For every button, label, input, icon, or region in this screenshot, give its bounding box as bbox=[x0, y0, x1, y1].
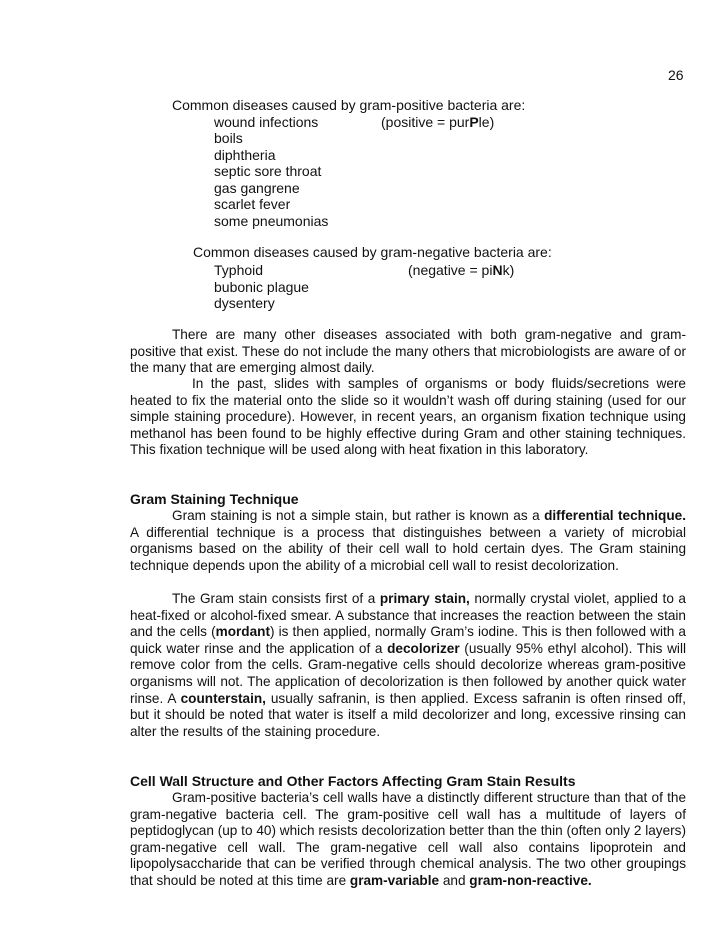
paragraph-differential: Gram staining is not a simple stain, but rather is known as a differential technique. A differential technique is a process that distinguishes between a variety of microbial organisms based on the ability of their cell wall to hold certain dyes. The Gram staining technique depends upon the ability of a microbial cell wall to resist decolorization. bbox=[130, 508, 687, 573]
gram-negative-intro: Common diseases caused by gram-negative bacteria are: bbox=[193, 244, 552, 260]
list-item: Typhoid bbox=[214, 262, 264, 278]
list-item: scarlet fever bbox=[214, 196, 291, 212]
list-item: boils bbox=[214, 130, 243, 146]
section-heading-cell-wall: Cell Wall Structure and Other Factors Affecting Gram Stain Results bbox=[130, 773, 576, 789]
paragraph-procedure: The Gram stain consists first of a primary stain, normally crystal violet, applied to a heat-fixed or alcohol-fixed smear. A substance that increases the reaction between the stain and the cells (mordant) is then applied, normally Gram’s iodine. This is then followed with a quick water rinse and the application of a decolorizer (usually 95% ethyl alcohol). This will remove color from the cells. Gram-negative cells should decolorize whereas gram-positive organisms will not. The application of decolorization is then followed by another quick water rinse. A counterstain, usually safranin, is then applied. Excess safranin is often rinsed off, but it should be noted that water is itself a mild decolorizer and long, excessive rinsing can alter the results of the staining procedure. bbox=[130, 591, 686, 739]
positive-mnemonic: (positive = purPle) bbox=[381, 114, 495, 130]
gram-positive-intro: Common diseases caused by gram-positive bacteria are: bbox=[172, 97, 526, 113]
negative-mnemonic: (negative = piNk) bbox=[408, 262, 515, 278]
list-item: wound infections bbox=[214, 114, 319, 130]
page-number: 26 bbox=[668, 67, 684, 83]
list-item: diphtheria bbox=[214, 147, 276, 163]
list-item: bubonic plague bbox=[214, 279, 309, 295]
list-item: some pneumonias bbox=[214, 213, 329, 229]
list-item: dysentery bbox=[214, 295, 275, 311]
paragraph-cell-wall: Gram-positive bacteria’s cell walls have a distinctly different structure than that of the gram-negative bacteria cell. The gram-positive cell wall has a multitude of layers of peptidoglycan (up to 40) which resists decolorization better than the thin (often only 2 layers) gram-negative cell wall. The gram-negative cell wall also contains lipoprotein and lipopolysaccharide that can be verified through chemical analysis. The two other groupings that should be noted at this time are gram-variable and gram-non-reactive. bbox=[130, 790, 686, 888]
paragraph-fixation: In the past, slides with samples of organisms or body fluids/secretions were heated to fix the material onto the slide so it wouldn’t wash off during staining (used for our simple staining procedure). However, in recent years, an organism fixation technique using methanol has been found to be highly effective during Gram and other staining techniques. This fixation technique will be used along with heat fixation in this laboratory. bbox=[130, 376, 686, 458]
list-item: septic sore throat bbox=[214, 163, 322, 179]
paragraph-other-diseases: There are many other diseases associated with both gram-negative and gram-positive that exist. These do not include the many others that microbiologists are aware of or the many that are emerging almost daily. bbox=[130, 327, 686, 376]
list-item: gas gangrene bbox=[214, 180, 300, 196]
section-heading-gram-staining: Gram Staining Technique bbox=[130, 491, 299, 507]
